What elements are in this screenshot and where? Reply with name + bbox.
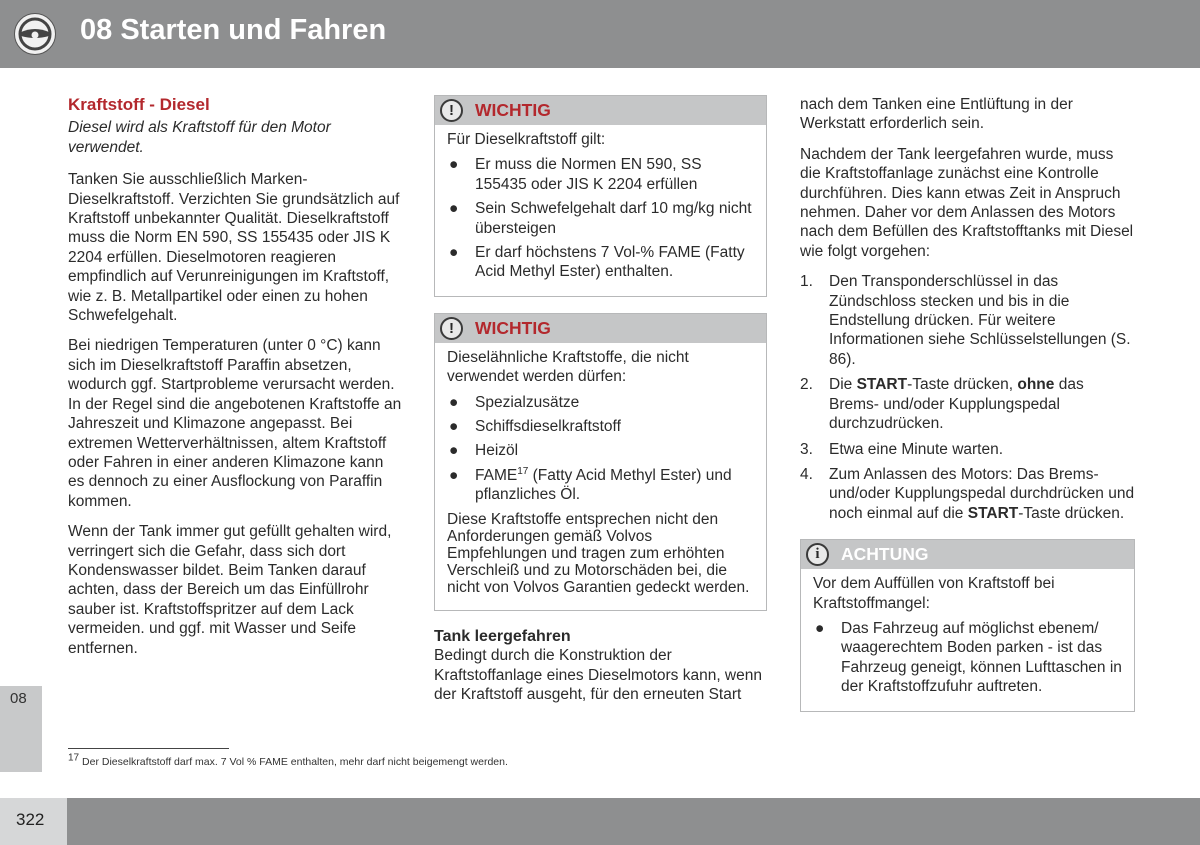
step-text-part: Die bbox=[829, 376, 857, 394]
list-item-text: Sein Schwefelgehalt darf 10 mg/kg nicht übersteigen bbox=[475, 200, 752, 237]
list-item bbox=[447, 441, 756, 460]
bullet-icon: ● bbox=[449, 244, 459, 262]
section-heading: Kraftstoff - Diesel bbox=[68, 95, 210, 114]
step-text: Den Transponderschlüssel in das Zündschloss stecken und bis in die Endstellung drücken. Für weitere Informationen siehe Schlüsselstellungen (S. 86). bbox=[829, 273, 1131, 368]
list-item-text: Er darf höchstens 7 Vol-% FAME (Fatty Acid Methyl Ester) enthalten. bbox=[475, 244, 745, 281]
page-number-box bbox=[0, 798, 67, 845]
paragraph: nach dem Tanken eine Entlüftung in der Werkstatt erforderlich sein. bbox=[800, 96, 1073, 133]
list-item-text: Er muss die Normen EN 590, SS 155435 oder JIS K 2204 erfüllen bbox=[475, 156, 702, 193]
footnote-divider bbox=[68, 748, 229, 749]
important-label: WICHTIG bbox=[475, 100, 551, 120]
step-item bbox=[800, 440, 1135, 459]
list-item-text: Heizöl bbox=[475, 442, 519, 460]
list-item bbox=[447, 199, 756, 238]
bullet-icon: ● bbox=[449, 442, 459, 460]
important-box-header bbox=[435, 314, 766, 343]
warning-icon: ! bbox=[440, 99, 463, 122]
chapter-side-tab bbox=[0, 686, 42, 772]
step-item bbox=[800, 465, 1135, 523]
paragraph: Nachdem der Tank leergefahren wurde, muss die Kraftstoffanlage zunächst eine Kontrolle durchführen. Dies kann etwas Zeit in Anspruch nehmen. Daher vor dem Anlassen des Motors nach dem Befüllen des Kraftstofftanks mit Diesel wie folgt vorgehen: bbox=[800, 145, 1134, 260]
step-text-part: Zum Anlassen des Motors: Das Brems- und/oder Kupplungspedal durchdrücken und noch einmal auf die bbox=[829, 465, 1135, 522]
list-item-text: Schiffsdieselkraftstoff bbox=[475, 418, 621, 436]
start-key-label: START bbox=[856, 376, 908, 394]
bullet-icon: ● bbox=[449, 156, 459, 174]
step-text-part: -Taste drücken, bbox=[907, 376, 1018, 394]
bullet-list bbox=[813, 619, 1124, 697]
footnote-number: 17 bbox=[68, 752, 80, 764]
steering-wheel-icon bbox=[14, 13, 56, 55]
step-number: 4. bbox=[800, 465, 813, 483]
info-icon: i bbox=[806, 543, 829, 566]
chapter-header bbox=[0, 0, 1200, 68]
list-item-text: Spezialzusätze bbox=[475, 393, 580, 411]
fame-label: FAME bbox=[475, 466, 518, 484]
column-left bbox=[68, 95, 403, 669]
step-text: Etwa eine Minute warten. bbox=[829, 440, 1004, 458]
bullet-icon: ● bbox=[815, 619, 825, 637]
footnote bbox=[68, 752, 508, 768]
step-number: 3. bbox=[800, 440, 813, 458]
bullet-icon: ● bbox=[449, 466, 459, 484]
paragraph: Bedingt durch die Konstruktion der Kraftstoffanlage eines Dieselmotors kann, wenn der Kraftstoff ausgeht, für den erneuten Start bbox=[434, 647, 762, 703]
steps-list bbox=[800, 272, 1135, 523]
step-item bbox=[800, 375, 1135, 433]
step-text-part: -Taste drücken. bbox=[1018, 504, 1125, 522]
important-box-body bbox=[435, 343, 766, 610]
emphasis-ohne: ohne bbox=[1017, 376, 1055, 394]
paragraph: Tanken Sie ausschließlich Marken-Dieselkraftstoff. Verzichten Sie grundsätzlich auf Kraftstoff unbekannter Qualität. Dieselkraftstoff muss die Norm EN 590, SS 155435 oder JIS K 2204 erfüllen. Dieselmotoren reagieren empfindlich auf Verunreinigungen im Kraftstoff, wie z. B. Metallpartikel oder einen zu hohen Schwefelgehalt. bbox=[68, 171, 400, 325]
chapter-side-tab-label: 08 bbox=[10, 690, 27, 707]
column-middle bbox=[434, 95, 767, 715]
list-item bbox=[447, 417, 756, 436]
step-item bbox=[800, 272, 1135, 369]
step-number: 1. bbox=[800, 273, 813, 291]
caution-box-header bbox=[801, 540, 1134, 569]
box-lead: Dieselähnliche Kraftstoffe, die nicht verwendet werden dürfen: bbox=[447, 348, 689, 386]
bullet-icon: ● bbox=[449, 200, 459, 218]
chapter-title: 08 Starten und Fahren bbox=[80, 14, 387, 46]
list-item-text bbox=[475, 467, 732, 503]
box-closing: Diese Kraftstoffe entsprechen nicht den Anforderungen gemäß Volvos Empfehlungen und tragen zum erhöhten Verschleiß und zu Motorschäden bei, die nicht von Volvos Garantien gedeckt werden. bbox=[447, 510, 750, 596]
list-item bbox=[447, 393, 756, 412]
list-item-text: Das Fahrzeug auf möglichst ebenem/ waagerechtem Boden parken - ist das Fahrzeug geneigt, können Lufttaschen in der Kraftstoffzufuhr auftreten. bbox=[841, 619, 1122, 696]
step-text bbox=[829, 466, 1134, 522]
start-key-label: START bbox=[967, 504, 1019, 522]
bullet-icon: ● bbox=[449, 418, 459, 436]
important-box bbox=[434, 95, 767, 297]
important-label: WICHTIG bbox=[475, 317, 551, 338]
box-lead: Für Dieselkraftstoff gilt: bbox=[447, 131, 606, 148]
important-box-header bbox=[435, 96, 766, 125]
list-item bbox=[447, 466, 756, 505]
important-box bbox=[434, 313, 767, 611]
fame-rest: (Fatty Acid Methyl Ester) und pflanzliches Öl. bbox=[475, 466, 732, 504]
page-footer bbox=[0, 798, 1200, 845]
step-text-part: das Brems- und/oder Kupplungspedal durchzudrücken. bbox=[829, 376, 1084, 433]
list-item bbox=[447, 243, 756, 282]
paragraph: Bei niedrigen Temperaturen (unter 0 °C) kann sich im Dieselkraftstoff Paraffin absetzen, wodurch ggf. Startprobleme verursacht werden. In der Regel sind die angebotenen Kraftstoffe an Jahreszeit und Klimazone angepasst. Bei extremen Wetterverhältnissen, altem Kraftstoff oder Fahren in einer anderen Klimazone kann es dennoch zu einer Ausflockung von Paraffin kommen. bbox=[68, 337, 402, 510]
important-box-body bbox=[435, 125, 766, 296]
caution-box bbox=[800, 539, 1135, 711]
step-text bbox=[829, 376, 1084, 432]
section-intro: Diesel wird als Kraftstoff für den Motor verwendet. bbox=[68, 119, 331, 156]
footnote-text: Der Dieselkraftstoff darf max. 7 Vol % FAME enthalten, mehr darf nicht beigemengt werden. bbox=[82, 756, 508, 768]
bullet-list bbox=[447, 155, 756, 281]
column-right bbox=[800, 95, 1135, 728]
caution-box-body bbox=[801, 569, 1134, 710]
page-number: 322 bbox=[16, 810, 45, 829]
footnote-ref: 17 bbox=[517, 465, 529, 477]
caution-label: ACHTUNG bbox=[841, 544, 929, 565]
box-lead: Vor dem Auffüllen von Kraftstoff bei Kraftstoffmangel: bbox=[813, 575, 1055, 612]
step-number: 2. bbox=[800, 376, 813, 394]
subsection-heading: Tank leergefahren bbox=[434, 627, 571, 645]
paragraph: Wenn der Tank immer gut gefüllt gehalten wird, verringert sich die Gefahr, dass sich dort Kondenswasser bildet. Beim Tanken darauf achten, dass der Bereich um das Einfüllrohr sauber ist. Kraftstoffspritzer auf dem Lack vermeiden. und ggf. mit Wasser und Seife entfernen. bbox=[68, 523, 392, 657]
warning-icon: ! bbox=[440, 317, 463, 340]
bullet-icon: ● bbox=[449, 393, 459, 411]
bullet-list bbox=[447, 393, 756, 505]
list-item bbox=[813, 619, 1124, 697]
list-item bbox=[447, 155, 756, 194]
